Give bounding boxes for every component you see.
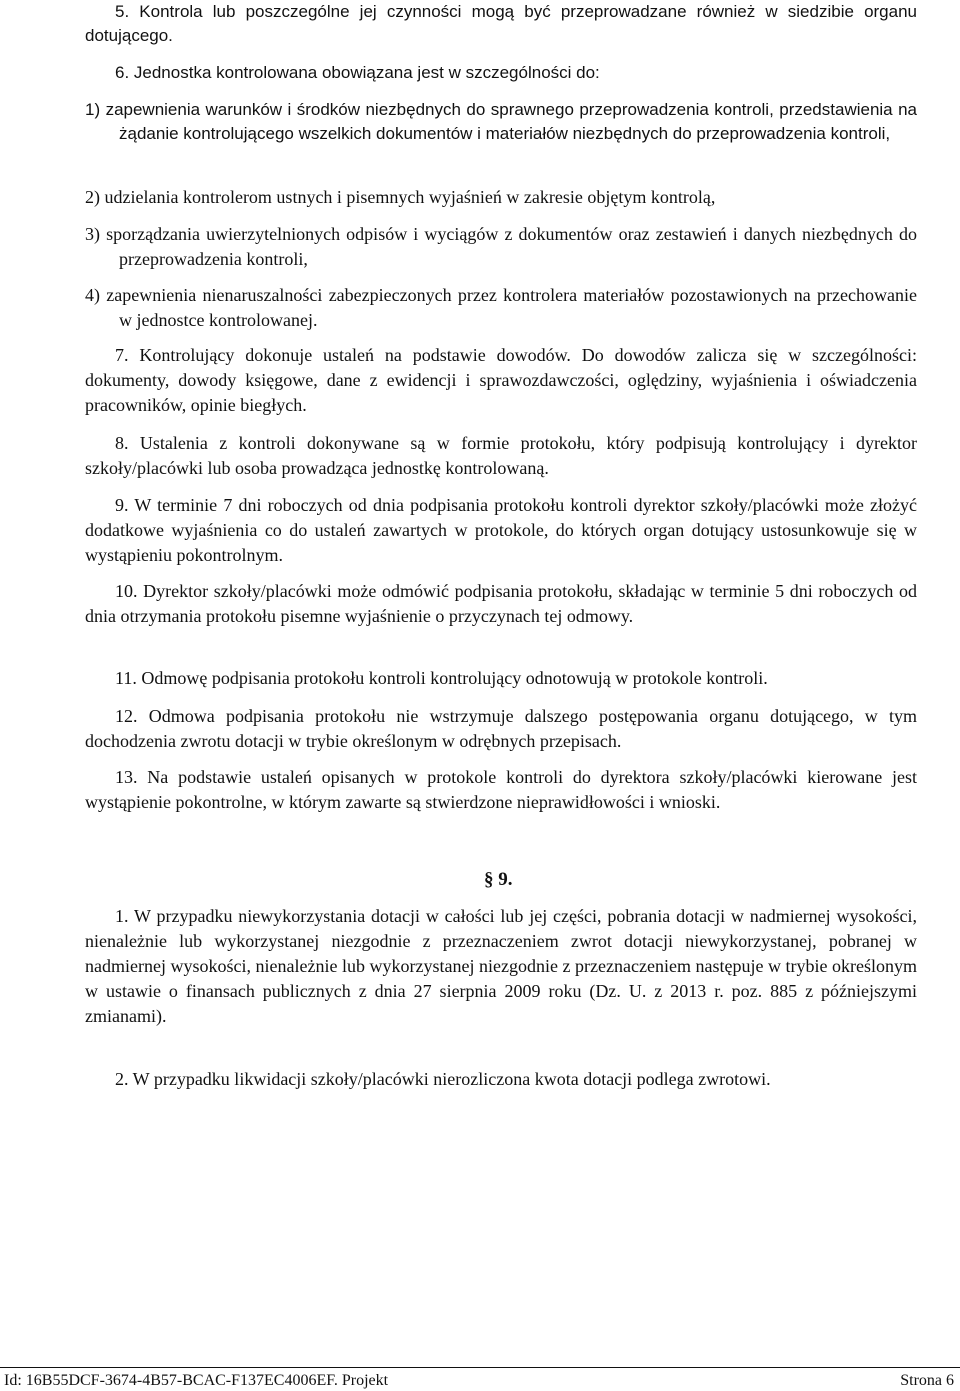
footer-document-id: Id: 16B55DCF-3674-4B57-BCAC-F137EC4006EF. Projekt bbox=[4, 1372, 389, 1389]
paragraph-6-item-1: 1) zapewnienia warunków i środków niezbędnych do sprawnego przeprowadzenia kontroli, przedstawienia na żądanie kontrolującego wszelkich dokumentów i materiałów niezbędnych do przeprowadzenia kontroli, bbox=[85, 100, 917, 143]
paragraph-7: 7. Kontrolujący dokonuje ustaleń na podstawie dowodów. Do dowodów zalicza się w szczególności: dokumenty, dowody księgowe, dane z ewidencji i sprawozdawczości, oględziny, wyjaśnienia i oświadczenia pracowników, opinie biegłych. bbox=[85, 345, 917, 415]
paragraph-5: 5. Kontrola lub poszczególne jej czynności mogą być przeprowadzane również w siedzibie organu dotującego. bbox=[85, 2, 917, 45]
section-9-paragraph-2: 2. W przypadku likwidacji szkoły/placówki nierozliczona kwota dotacji podlega zwrotowi. bbox=[115, 1069, 771, 1089]
section-heading: § 9. bbox=[484, 869, 513, 890]
paragraph-6-item-2: 2) udzielania kontrolerom ustnych i pisemnych wyjaśnień w zakresie objętym kontrolą, bbox=[85, 187, 716, 207]
footer-page-number: Strona 6 bbox=[900, 1372, 954, 1389]
paragraph-6-item-3: 3) sporządzania uwierzytelnionych odpisów i wyciągów z dokumentów oraz zestawień i danych niezbędnych do przeprowadzenia kontroli, bbox=[85, 224, 917, 269]
paragraph-6-intro: 6. Jednostka kontrolowana obowiązana jest w szczególności do: bbox=[115, 63, 600, 82]
paragraph-6-item-4: 4) zapewnienia nienaruszalności zabezpieczonych przez kontrolera materiałów pozostawionych na przechowanie w jednostce kontrolowanej. bbox=[85, 285, 917, 330]
paragraph-13: 13. Na podstawie ustaleń opisanych w protokole kontroli do dyrektora szkoły/placówki kierowane jest wystąpienie pokontrolne, w którym zawarte są stwierdzone nieprawidłowości i wnioski. bbox=[85, 767, 917, 812]
paragraph-11: 11. Odmowę podpisania protokołu kontroli kontrolujący odnotowują w protokole kontroli. bbox=[115, 668, 768, 688]
paragraph-12: 12. Odmowa podpisania protokołu nie wstrzymuje dalszego postępowania organu dotującego, w tym dochodzenia zwrotu dotacji w trybie określonym w odrębnych przepisach. bbox=[85, 706, 917, 751]
section-9-paragraph-1: 1. W przypadku niewykorzystania dotacji w całości lub jej części, pobrania dotacji w nadmiernej wysokości, nienależnie lub wykorzystanej niezgodnie z przeznaczeniem zwrot dotacji niewykorzystanej, pobranej w nadmiernej wysokości, nienależnie lub wykorzystanej niezgodnie z przeznaczeniem następuje w trybie określonym w ustawie o finansach publicznych z dnia 27 sierpnia 2009 roku (Dz. U. z 2013 r. poz. 885 z późniejszymi zmianami). bbox=[85, 906, 917, 1026]
footer-divider bbox=[0, 1367, 960, 1368]
paragraph-9: 9. W terminie 7 dni roboczych od dnia podpisania protokołu kontroli dyrektor szkoły/placówki może złożyć dodatkowe wyjaśnienia co do ustaleń zawartych w protokole, do których organ dotujący ustosunkowuje się w wystąpieniu pokontrolnym. bbox=[85, 495, 917, 565]
paragraph-8: 8. Ustalenia z kontroli dokonywane są w formie protokołu, który podpisują kontrolujący i dyrektor szkoły/placówki lub osoba prowadząca jednostkę kontrolowaną. bbox=[85, 433, 917, 478]
paragraph-10: 10. Dyrektor szkoły/placówki może odmówić podpisania protokołu, składając w terminie 5 dni roboczych od dnia otrzymania protokołu pisemne wyjaśnienie o przyczynach tej odmowy. bbox=[85, 581, 917, 626]
